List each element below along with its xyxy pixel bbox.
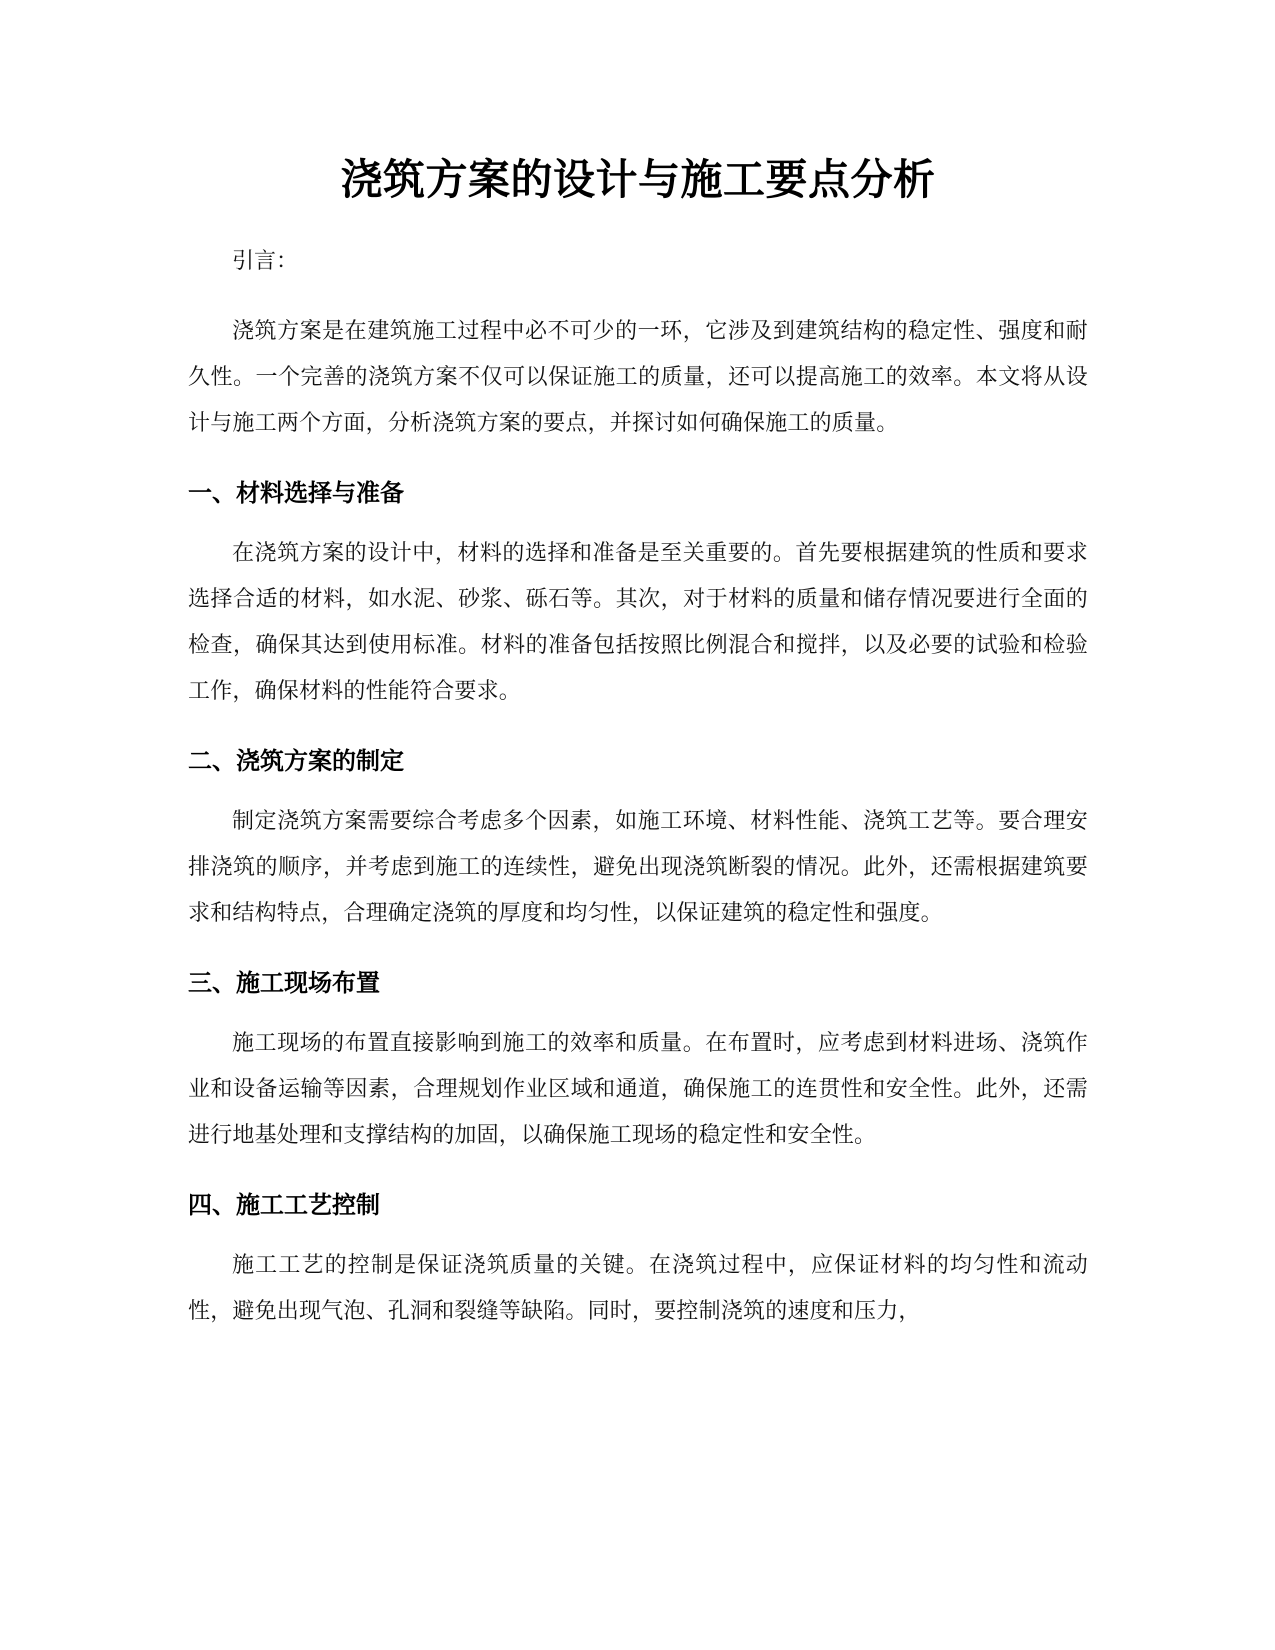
section-site-layout <box>188 961 1088 1159</box>
intro-paragraph: 浇筑方案是在建筑施工过程中必不可少的一环，它涉及到建筑结构的稳定性、强度和耐久性。一个完善的浇筑方案不仅可以保证施工的质量，还可以提高施工的效率。本文将从设计与施工两个方面，分析浇筑方案的要点，并探讨如何确保施工的质量。 <box>188 319 1088 436</box>
intro-label: 引言： <box>232 249 299 274</box>
section-process-control <box>188 1183 1088 1335</box>
section-paragraph: 施工现场的布置直接影响到施工的效率和质量。在布置时，应考虑到材料进场、浇筑作业和设备运输等因素，合理规划作业区域和通道，确保施工的连贯性和安全性。此外，还需进行地基处理和支撑结构的加固，以确保施工现场的稳定性和安全性。 <box>188 1031 1088 1148</box>
section-paragraph: 制定浇筑方案需要综合考虑多个因素，如施工环境、材料性能、浇筑工艺等。要合理安排浇筑的顺序，并考虑到施工的连续性，避免出现浇筑断裂的情况。此外，还需根据建筑要求和结构特点，合理确定浇筑的厚度和均匀性，以保证建筑的稳定性和强度。 <box>188 809 1088 926</box>
document-body <box>188 150 1088 1335</box>
section-paragraph: 施工工艺的控制是保证浇筑质量的关键。在浇筑过程中，应保证材料的均匀性和流动性，避免出现气泡、孔洞和裂缝等缺陷。同时，要控制浇筑的速度和压力， <box>188 1253 1088 1324</box>
section-heading: 一、材料选择与准备 <box>188 479 404 507</box>
section-paragraph: 在浇筑方案的设计中，材料的选择和准备是至关重要的。首先要根据建筑的性质和要求选择合适的材料，如水泥、砂浆、砾石等。其次，对于材料的质量和储存情况要进行全面的检查，确保其达到使用标准。材料的准备包括按照比例混合和搅拌，以及必要的试验和检验工作，确保材料的性能符合要求。 <box>188 541 1088 704</box>
section-plan-formulation <box>188 739 1088 937</box>
section-materials <box>188 471 1088 715</box>
section-heading: 三、施工现场布置 <box>188 969 380 997</box>
document-title: 浇筑方案的设计与施工要点分析 <box>340 155 936 204</box>
section-heading: 二、浇筑方案的制定 <box>188 747 404 775</box>
section-heading: 四、施工工艺控制 <box>188 1191 380 1219</box>
